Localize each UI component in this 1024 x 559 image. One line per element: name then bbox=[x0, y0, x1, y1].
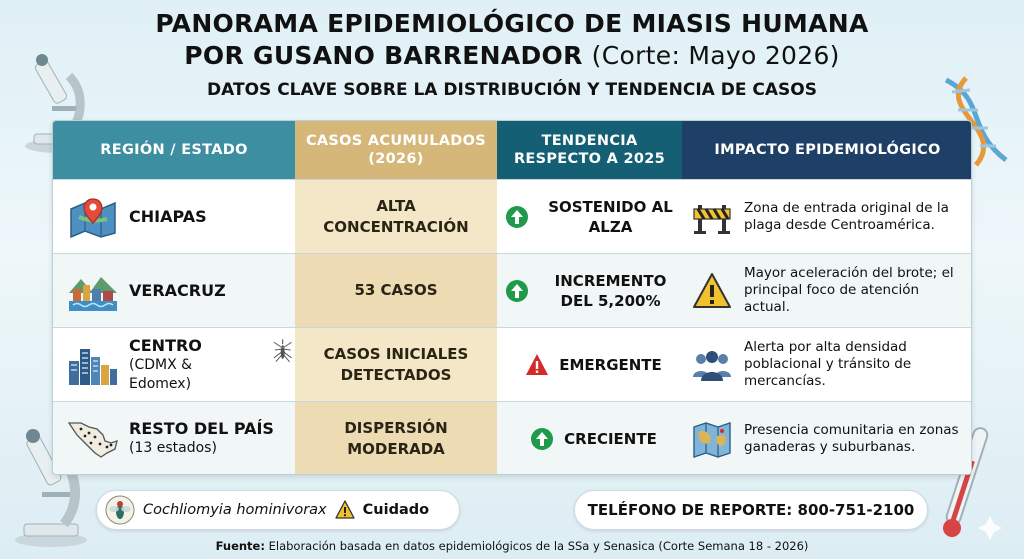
skyline-icon bbox=[67, 343, 119, 387]
table-row bbox=[53, 179, 971, 253]
region-cell bbox=[53, 328, 295, 401]
port-city-icon bbox=[67, 269, 119, 313]
table-row bbox=[53, 327, 971, 401]
casos-cell: CASOS INICIALES DETECTADOS bbox=[295, 328, 497, 401]
impacto-cell bbox=[682, 254, 972, 327]
region-name: RESTO DEL PAÍS bbox=[129, 419, 274, 438]
warning-icon bbox=[692, 271, 732, 311]
tendencia-cell bbox=[497, 180, 682, 253]
source-label: Fuente: bbox=[215, 539, 265, 553]
arrow-up-icon bbox=[505, 279, 529, 303]
column-header-region: REGIÓN / ESTADO bbox=[53, 121, 295, 179]
impacto-text: Zona de entrada original de la plaga desde Centroamérica. bbox=[744, 199, 949, 233]
title-block bbox=[0, 8, 1024, 102]
impacto-text: Presencia comunitaria en zonas ganaderas y suburbanas. bbox=[744, 421, 959, 455]
region-subtitle: (CDMX & Edomex) bbox=[129, 356, 193, 392]
casos-cell: 53 CASOS bbox=[295, 254, 497, 327]
tendencia-label: SOSTENIDO AL ALZA bbox=[548, 197, 673, 236]
tendencia-cell bbox=[497, 328, 682, 401]
tendencia-cell bbox=[497, 254, 682, 327]
tendencia-label: EMERGENTE bbox=[559, 355, 662, 374]
region-subtitle: (13 estados) bbox=[129, 440, 217, 456]
table-header bbox=[53, 121, 971, 179]
source-text: Elaboración basada en datos epidemiológicos de la SSa y Senasica (Corte Semana 18 - 2026) bbox=[268, 539, 809, 553]
impacto-text: Mayor aceleración del brote; el principal foco de atención actual. bbox=[744, 265, 954, 315]
alert-triangle-icon bbox=[525, 353, 549, 377]
cases-table bbox=[52, 120, 972, 475]
page-subtitle: DATOS CLAVE SOBRE LA DISTRIBUCIÓN Y TENDENCIA DE CASOS bbox=[207, 80, 817, 100]
impacto-cell bbox=[682, 328, 972, 401]
tendencia-label: CRECIENTE bbox=[564, 429, 657, 448]
table-row bbox=[53, 401, 971, 475]
fly-icon bbox=[105, 495, 135, 525]
column-header-casos: CASOS ACUMULADOS (2026) bbox=[295, 121, 497, 179]
barrier-icon bbox=[692, 197, 732, 237]
region-name: CHIAPAS bbox=[129, 206, 207, 226]
species-name: Cochliomyia hominivorax bbox=[143, 502, 327, 518]
mosquito-icon bbox=[270, 338, 295, 364]
column-header-impacto: IMPACTO EPIDEMIOLÓGICO bbox=[682, 121, 972, 179]
column-header-tendencia: TENDENCIA RESPECTO A 2025 bbox=[497, 121, 682, 179]
region-name: CENTRO bbox=[129, 335, 202, 355]
page-title-line1: PANORAMA EPIDEMIOLÓGICO DE MIASIS HUMANA bbox=[155, 9, 869, 38]
map-pin-icon bbox=[67, 195, 119, 239]
impacto-cell bbox=[682, 180, 972, 253]
casos-cell: ALTA CONCENTRACIÓN bbox=[295, 180, 497, 253]
tendencia-cell bbox=[497, 402, 682, 475]
people-icon bbox=[692, 345, 732, 385]
source-note bbox=[0, 539, 1024, 553]
species-badge bbox=[96, 490, 460, 530]
arrow-up-icon bbox=[505, 205, 529, 229]
impacto-cell bbox=[682, 402, 972, 475]
arrow-up-icon bbox=[530, 427, 554, 451]
report-phone: TELÉFONO DE REPORTE: 800-751-2100 bbox=[574, 490, 928, 530]
page-title-line2 bbox=[0, 40, 1024, 72]
page-title-date: (Corte: Mayo 2026) bbox=[591, 41, 840, 70]
region-cell bbox=[53, 180, 295, 253]
casos-cell: DISPERSIÓN MODERADA bbox=[295, 402, 497, 475]
region-cell bbox=[53, 254, 295, 327]
warning-icon bbox=[335, 500, 355, 520]
region-cell bbox=[53, 402, 295, 475]
caution-label: Cuidado bbox=[362, 502, 430, 518]
page-title-bold: POR GUSANO BARRENADOR bbox=[184, 41, 583, 70]
tendencia-label: INCREMENTO DEL 5,200% bbox=[554, 271, 667, 310]
mexico-map-icon bbox=[67, 417, 119, 461]
table-row bbox=[53, 253, 971, 327]
folded-map-icon bbox=[692, 419, 732, 459]
impacto-text: Alerta por alta densidad poblacional y tránsito de mercancías. bbox=[744, 339, 912, 389]
region-name: VERACRUZ bbox=[129, 280, 226, 300]
